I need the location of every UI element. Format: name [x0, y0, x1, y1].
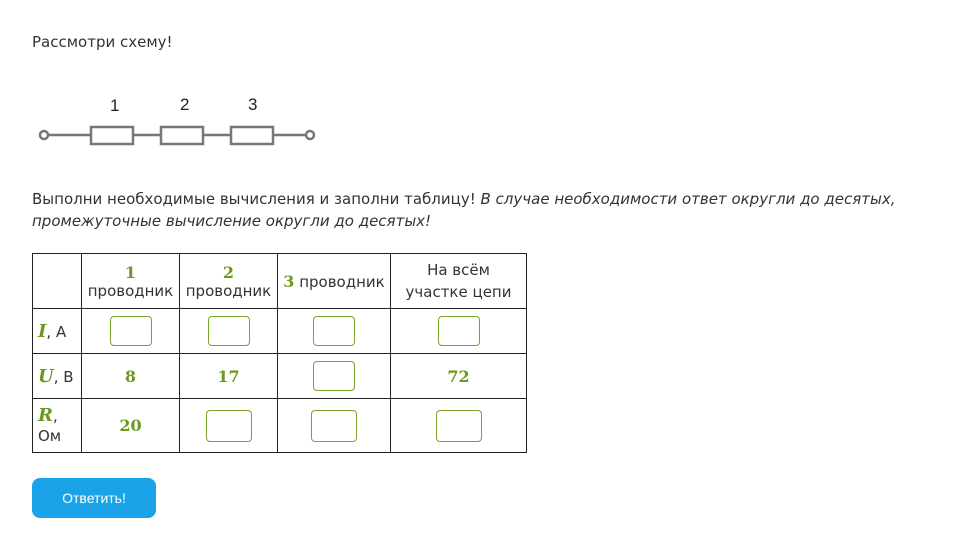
- cell-current-2: [180, 309, 278, 354]
- cell-resistance-total: [391, 399, 527, 453]
- resistance-total-input[interactable]: [436, 410, 482, 442]
- current-1-input[interactable]: [110, 316, 152, 346]
- answer-table: [32, 253, 527, 453]
- resistance-2-input[interactable]: [206, 410, 252, 442]
- corner-cell: [33, 254, 82, 309]
- header-conductor-2: 2 проводник: [180, 254, 278, 309]
- resistor-2: [161, 127, 203, 144]
- resistor-1-label: 1: [110, 96, 120, 115]
- right-terminal: [306, 131, 314, 139]
- task-text: [32, 188, 912, 232]
- header-total: На всём участке цепи: [391, 254, 527, 309]
- cell-resistance-3: [278, 399, 391, 453]
- left-terminal: [40, 131, 48, 139]
- cell-voltage-2: 17: [180, 354, 278, 399]
- submit-answer-button[interactable]: Ответить!: [32, 478, 156, 518]
- row-label-current: I, А: [33, 309, 82, 354]
- cell-voltage-3: [278, 354, 391, 399]
- current-total-input[interactable]: [438, 316, 480, 346]
- cell-resistance-2: [180, 399, 278, 453]
- resistor-2-label: 2: [180, 95, 190, 114]
- cell-current-total: [391, 309, 527, 354]
- task-hint: В случае необходимости ответ округли до десятых, промежуточные вычисление округли до десятых!: [32, 190, 896, 230]
- table-row-current: [33, 309, 527, 354]
- current-3-input[interactable]: [313, 316, 355, 346]
- task-instruction: Выполни необходимые вычисления и заполни таблицу!: [32, 190, 481, 208]
- intro-text: Рассмотри схему!: [32, 33, 173, 51]
- cell-current-1: [82, 309, 180, 354]
- cell-current-3: [278, 309, 391, 354]
- table-header-row: [33, 254, 527, 309]
- resistance-3-input[interactable]: [311, 410, 357, 442]
- resistor-1: [91, 127, 133, 144]
- row-label-resistance: R, Ом: [33, 399, 82, 453]
- current-2-input[interactable]: [208, 316, 250, 346]
- voltage-3-input[interactable]: [313, 361, 355, 391]
- circuit-diagram: [30, 88, 330, 148]
- header-conductor-3: 3 проводник: [278, 254, 391, 309]
- table-row-resistance: [33, 399, 527, 453]
- cell-resistance-1: 20: [82, 399, 180, 453]
- header-conductor-1: 1 проводник: [82, 254, 180, 309]
- resistor-3: [231, 127, 273, 144]
- resistor-3-label: 3: [248, 95, 258, 114]
- table-row-voltage: [33, 354, 527, 399]
- row-label-voltage: U, В: [33, 354, 82, 399]
- cell-voltage-1: 8: [82, 354, 180, 399]
- cell-voltage-total: 72: [391, 354, 527, 399]
